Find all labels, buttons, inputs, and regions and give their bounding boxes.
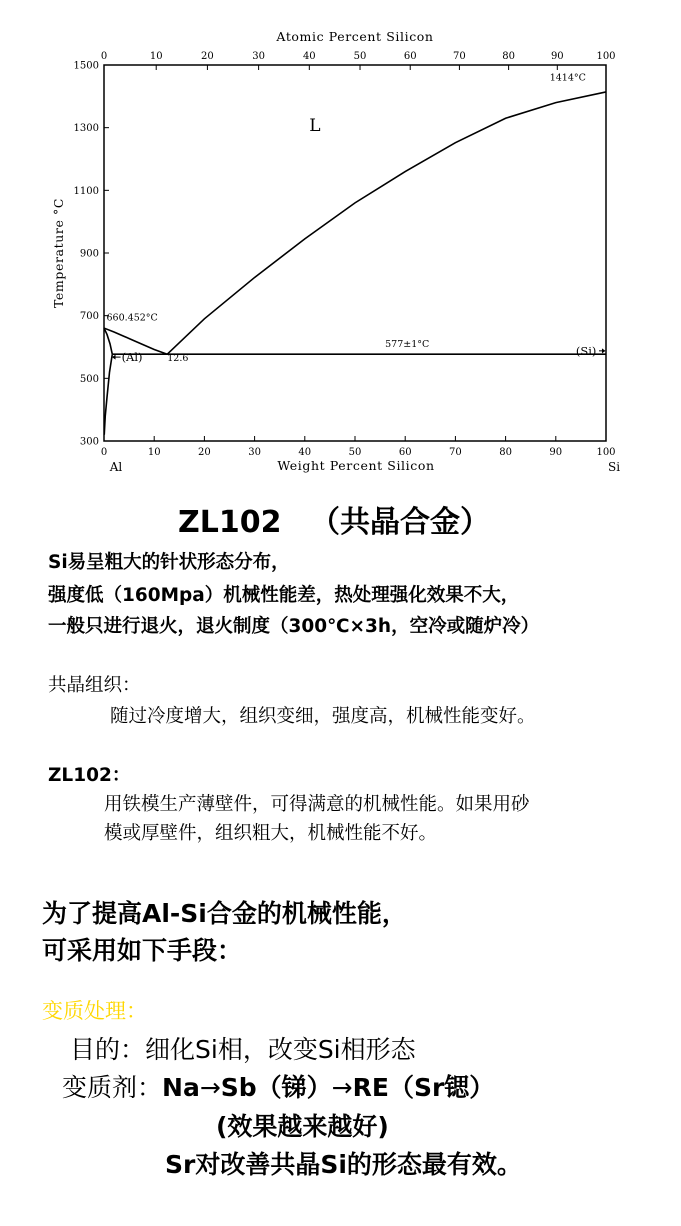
y-tick-label: 1300 xyxy=(73,123,99,135)
top-tick-label: 40 xyxy=(302,51,316,62)
phase-label: L xyxy=(309,115,321,136)
modifier-na: Na xyxy=(162,1073,200,1102)
x-tick-label: 70 xyxy=(449,447,462,458)
modifier-line xyxy=(62,1075,494,1100)
annealing-line: 一般只进行退火，退火制度（300℃×3h，空冷或随炉冷） xyxy=(48,616,540,637)
top-tick-label: 20 xyxy=(201,51,214,62)
al-si-phase-diagram xyxy=(0,0,681,480)
y-tick-label: 500 xyxy=(79,373,99,385)
top-tick-label: 70 xyxy=(453,51,466,62)
x-end-label-si: Si xyxy=(607,460,621,474)
y-tick-label: 1500 xyxy=(73,60,99,72)
x-tick-label: 40 xyxy=(298,447,312,458)
phase-boundary-line xyxy=(104,328,112,354)
x-end-label-al: Al xyxy=(109,460,123,474)
chart-annotation: 12.6 xyxy=(167,353,189,365)
improve-line2: 可采用如下手段： xyxy=(42,936,243,965)
plot-frame xyxy=(104,65,606,441)
chart-labels xyxy=(107,73,621,474)
section-title xyxy=(178,505,490,540)
top-tick-label: 100 xyxy=(596,51,616,62)
eutectic-text: 随过冷度增大，组织变细，强度高，机械性能变好。 xyxy=(110,706,536,727)
y-axis-title: Temperature °C xyxy=(51,197,66,309)
zl102-text-line1: 用铁模生产薄壁件，可得满意的机械性能。如果用砂 xyxy=(104,794,530,815)
phase-label: (Al) xyxy=(121,350,143,365)
top-tick-label: 80 xyxy=(502,51,515,62)
x-tick-label: 90 xyxy=(549,447,563,458)
x-tick-label: 100 xyxy=(596,447,616,458)
y-tick-label: 300 xyxy=(79,436,99,448)
si-morphology-line: Si易呈粗大的针状形态分布， xyxy=(48,552,290,573)
top-tick-label: 50 xyxy=(353,51,367,62)
modifier-label: 变质剂： xyxy=(62,1073,163,1102)
x-tick-label: 60 xyxy=(398,447,412,458)
zl102-heading: ZL102： xyxy=(48,765,131,786)
top-tick-label: 60 xyxy=(403,51,417,62)
si-arrow-head xyxy=(602,348,606,353)
bottom-axis-ticks xyxy=(101,436,616,458)
chart-annotation: 577±1°C xyxy=(385,339,430,350)
x-tick-label: 50 xyxy=(348,447,362,458)
phase-label: (Si) xyxy=(575,343,597,358)
effect-note: (效果越来越好) xyxy=(216,1112,389,1141)
phase-boundary-line xyxy=(104,354,112,435)
x-tick-label: 20 xyxy=(198,447,211,458)
top-tick-label: 10 xyxy=(149,51,163,62)
eutectic-heading: 共晶组织： xyxy=(48,675,141,696)
phase-boundary-line xyxy=(167,92,606,354)
chart-annotation: 1414°C xyxy=(549,72,586,84)
purpose-line: 目的：细化Si相，改变Si相形态 xyxy=(70,1035,416,1064)
improve-line1: 为了提高Al-Si合金的机械性能， xyxy=(42,899,407,928)
x-axis-title: Weight Percent Silicon xyxy=(277,458,435,473)
y-tick-label: 1100 xyxy=(73,185,99,197)
y-tick-label: 900 xyxy=(79,248,99,260)
zl102-text-line2: 模或厚壁件，组织粗大，机械性能不好。 xyxy=(104,823,438,844)
arrow-icon: → xyxy=(331,1073,353,1102)
arrow-icon: → xyxy=(199,1073,221,1102)
phase-boundaries xyxy=(104,92,606,435)
title-code: ZL102 xyxy=(178,505,282,540)
top-tick-label: 0 xyxy=(100,51,108,62)
modification-heading: 变质处理： xyxy=(42,999,147,1023)
conclusion-line: Sr对改善共晶Si的形态最有效。 xyxy=(165,1150,522,1179)
x-tick-label: 30 xyxy=(248,447,261,458)
x-tick-label: 0 xyxy=(100,447,108,458)
modifier-sb: Sb（锑） xyxy=(220,1073,332,1102)
modifier-re: RE（Sr锶） xyxy=(352,1073,495,1102)
title-note: （共晶合金） xyxy=(309,505,490,540)
top-axis-title: Atomic Percent Silicon xyxy=(276,29,434,44)
strength-line: 强度低（160Mpa）机械性能差，热处理强化效果不大， xyxy=(48,585,520,606)
top-axis-ticks xyxy=(101,51,616,70)
x-tick-label: 80 xyxy=(499,447,512,458)
chart-annotation: 660.452°C xyxy=(106,312,158,324)
top-tick-label: 90 xyxy=(550,51,564,62)
y-tick-label: 700 xyxy=(79,311,99,323)
x-tick-label: 10 xyxy=(147,447,161,458)
top-tick-label: 30 xyxy=(252,51,265,62)
